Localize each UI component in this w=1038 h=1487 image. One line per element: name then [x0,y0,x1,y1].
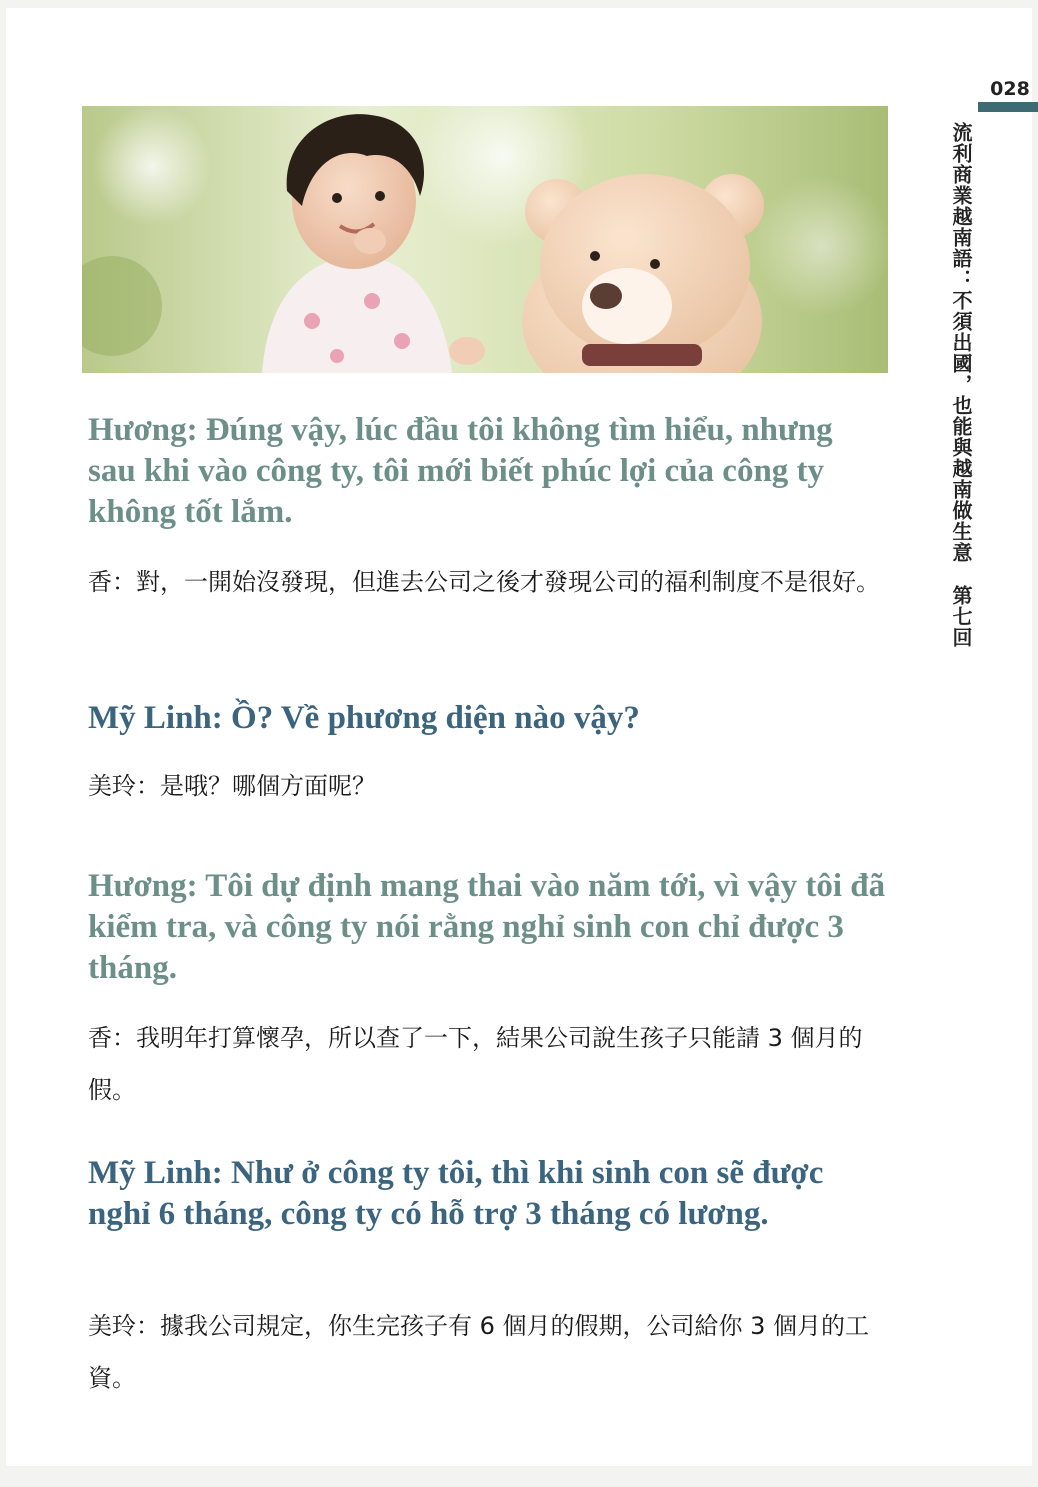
dialogue-zh-huong-1: 香：對，一開始沒發現，但進去公司之後才發現公司的福利制度不是很好。 [88,568,880,596]
dialogue-zh-mylinh-2: 美玲：據我公司規定，你生完孩子有 6 個月的假期，公司給你 3 個月的工資。 [88,1312,870,1392]
dialogue-zh-huong-2: 香：我明年打算懷孕，所以查了一下，結果公司說生孩子只能請 3 個月的假。 [88,1024,863,1104]
page-number: 028 [990,78,1030,100]
dialogue-vi-huong-2: Hương: Tôi dự định mang thai vào năm tới, vì vậy tôi đã kiểm tra, và công ty nói rằng nghỉ sinh con chỉ được 3 tháng. [88,868,886,986]
dialogue-vi-mylinh-1: Mỹ Linh: Ồ? Về phương diện nào vậy? [88,700,640,736]
dialogue-vi-mylinh-2: Mỹ Linh: Như ở công ty tôi, thì khi sinh con sẽ được nghỉ 6 tháng, công ty có hỗ trợ 3 tháng có lương. [88,1155,824,1232]
dialogue-zh-mylinh-1: 美玲：是哦？哪個方面呢？ [88,772,376,800]
running-title-chapter: 第七回 [949,585,973,648]
running-title-book: 流利商業越南語：不須出國，也能與越南做生意 [949,122,973,563]
page-number-bar [978,102,1038,112]
running-title [947,122,975,648]
dialogue-vi-huong-1: Hương: Đúng vậy, lúc đầu tôi không tìm hiểu, nhưng sau khi vào công ty, tôi mới biết phúc lợi của công ty không tốt lắm. [88,412,833,530]
hero-photo-baby-with-teddy-bear [82,106,888,373]
hero-photo-illustration [82,106,888,373]
